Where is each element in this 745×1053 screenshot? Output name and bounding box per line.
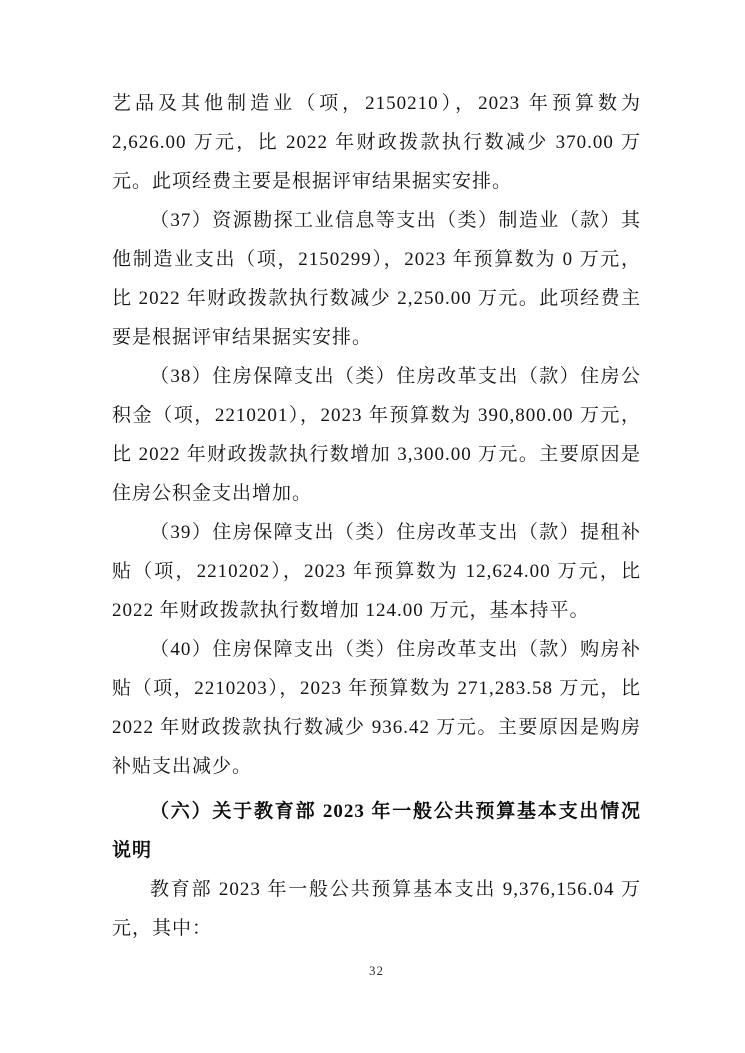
body-paragraph-item-39: （39）住房保障支出（类）住房改革支出（款）提租补贴（项，2210202），2023 年预算数为 12,624.00 万元，比 2022 年财政拨款执行数增加 124.00 万元，基本持平。 — [112, 522, 641, 621]
body-paragraph-item-38: （38）住房保障支出（类）住房改革支出（款）住房公积金（项，2210201），2023 年预算数为 390,800.00 万元，比 2022 年财政拨款执行数增加 3,300.00 万元。主要原因是住房公积金支出增加。 — [112, 366, 641, 504]
body-paragraph-item-37: （37）资源勘探工业信息等支出（类）制造业（款）其他制造业支出（项，2150299），2023 年预算数为 0 万元，比 2022 年财政拨款执行数减少 2,250.00 万元。此项经费主要是根据评审结果据实安排。 — [112, 210, 641, 348]
page-number: 32 — [369, 963, 384, 978]
body-paragraph-item-40: （40）住房保障支出（类）住房改革支出（款）购房补贴（项，2210203），2023 年预算数为 271,283.58 万元，比 2022 年财政拨款执行数减少 936.42 万元。主要原因是购房补贴支出减少。 — [112, 639, 641, 777]
body-paragraph-basic-expenditure: 教育部 2023 年一般公共预算基本支出 9,376,156.04 万元，其中： — [112, 879, 641, 939]
document-body — [112, 84, 641, 948]
body-paragraph-continuation: 艺品及其他制造业（项，2150210），2023 年预算数为 2,626.00 万元，比 2022 年财政拨款执行数减少 370.00 万元。此项经费主要是根据评审结果据实安排。 — [112, 93, 641, 192]
section-heading-six: （六）关于教育部 2023 年一般公共预算基本支出情况说明 — [112, 801, 641, 861]
